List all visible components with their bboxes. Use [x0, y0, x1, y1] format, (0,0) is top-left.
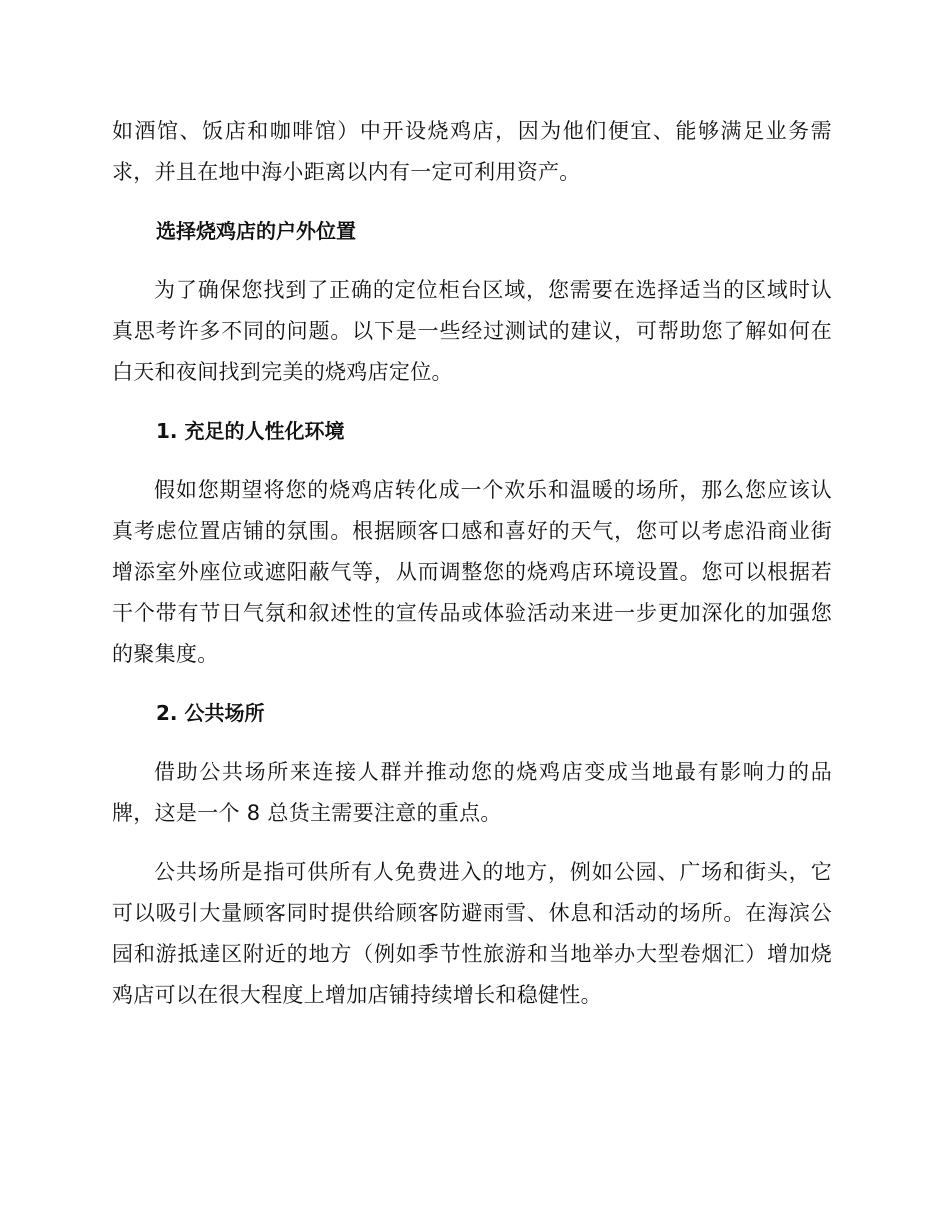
paragraph-location-advice: 为了确保您找到了正确的定位柜台区域，您需要在选择适当的区域时认真思考许多不同的问题。以下是一些经过测试的建议，可帮助您了解如何在白天和夜间找到完美的烧鸡店定位。	[112, 278, 832, 384]
paragraph-public-places-definition: 公共场所是指可供所有人免费进入的地方，例如公园、广场和街头，它可以吸引大量顾客同时提供给顾客防避雨雪、休息和活动的场所。在海滨公园和游抵達区附近的地方（例如季节性旅游和当地举办大型卷烟汇）增加烧鸡店可以在很大程度上增加店铺持续增长和稳健性。	[112, 860, 832, 1007]
paragraph-public-places-brand: 借助公共场所来连接人群并推动您的烧鸡店变成当地最有影响力的品牌，这是一个 8 总货主需要注意的重点。	[112, 760, 832, 825]
paragraph-environment: 假如您期望将您的烧鸡店转化成一个欢乐和温暖的场所，那么您应该认真考虑位置店铺的氛围。根据顾客口感和喜好的天气，您可以考虑沿商业街增添室外座位或遮阳蔽气等，从而调整您的烧鸡店环境设置。您可以根据若干个带有节日气氛和叙述性的宣传品或体验活动来进一步更加深化的加强您的聚集度。	[112, 478, 832, 666]
section-heading-environment: 1. 充足的人性化环境	[156, 419, 345, 443]
paragraph-intro-continued: 如酒馆、饭店和咖啡馆）中开设烧鸡店，因为他们便宜、能够满足业务需求，并且在地中海小距离以内有一定可利用资产。	[112, 119, 832, 184]
section-heading-public-places: 2. 公共场所	[156, 701, 265, 725]
section-heading-outdoor-location: 选择烧鸡店的户外位置	[156, 219, 356, 243]
